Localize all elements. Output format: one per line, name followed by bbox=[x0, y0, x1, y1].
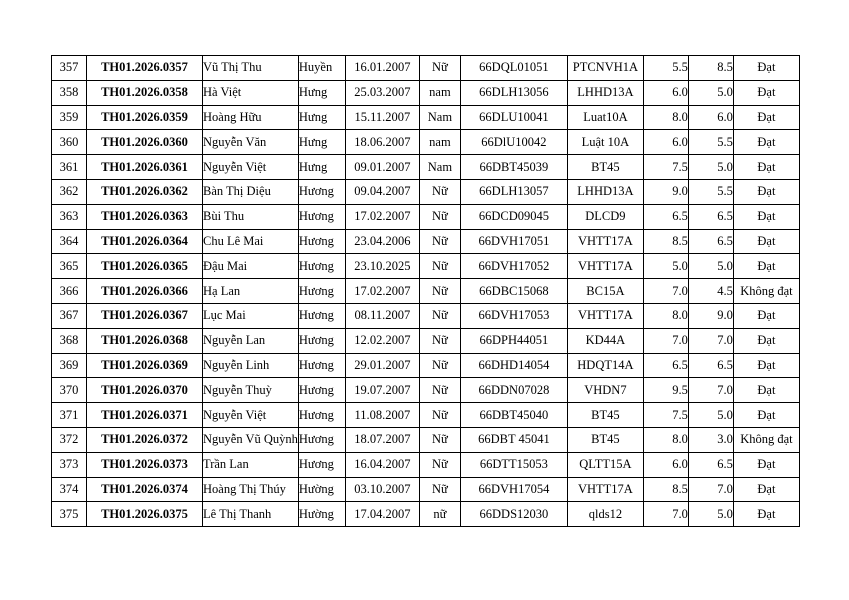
birth-date-cell: 03.10.2007 bbox=[345, 477, 419, 502]
birth-date-cell: 09.04.2007 bbox=[345, 179, 419, 204]
score-2-cell: 8.5 bbox=[688, 56, 733, 81]
score-1-cell: 6.5 bbox=[643, 204, 688, 229]
row-number-cell: 370 bbox=[52, 378, 87, 403]
given-name-cell: Hương bbox=[298, 229, 345, 254]
family-middle-name-cell: Nguyễn Thuỳ bbox=[203, 378, 299, 403]
family-middle-name-cell: Bàn Thị Diệu bbox=[203, 179, 299, 204]
gender-cell: Nữ bbox=[419, 254, 460, 279]
gender-cell: nam bbox=[419, 80, 460, 105]
family-middle-name-cell: Hạ Lan bbox=[203, 279, 299, 304]
candidate-id-cell: TH01.2026.0361 bbox=[87, 155, 203, 180]
score-2-cell: 9.0 bbox=[688, 303, 733, 328]
birth-date-cell: 19.07.2007 bbox=[345, 378, 419, 403]
given-name-cell: Hương bbox=[298, 353, 345, 378]
student-code-cell: 66DTT15053 bbox=[460, 452, 567, 477]
result-cell: Đạt bbox=[733, 229, 799, 254]
result-cell: Đạt bbox=[733, 502, 799, 527]
class-code-cell: Luat10A bbox=[567, 105, 643, 130]
given-name-cell: Hương bbox=[298, 452, 345, 477]
result-cell: Đạt bbox=[733, 254, 799, 279]
student-code-cell: 66DCD09045 bbox=[460, 204, 567, 229]
class-code-cell: VHDN7 bbox=[567, 378, 643, 403]
score-1-cell: 7.5 bbox=[643, 403, 688, 428]
score-1-cell: 9.0 bbox=[643, 179, 688, 204]
score-1-cell: 7.0 bbox=[643, 328, 688, 353]
student-code-cell: 66DLH13056 bbox=[460, 80, 567, 105]
row-number-cell: 372 bbox=[52, 427, 87, 452]
score-1-cell: 8.5 bbox=[643, 477, 688, 502]
score-2-cell: 7.0 bbox=[688, 328, 733, 353]
family-middle-name-cell: Nguyễn Việt bbox=[203, 155, 299, 180]
table-row bbox=[52, 303, 800, 328]
family-middle-name-cell: Lê Thị Thanh bbox=[203, 502, 299, 527]
birth-date-cell: 11.08.2007 bbox=[345, 403, 419, 428]
candidate-id-cell: TH01.2026.0375 bbox=[87, 502, 203, 527]
row-number-cell: 365 bbox=[52, 254, 87, 279]
score-2-cell: 6.0 bbox=[688, 105, 733, 130]
row-number-cell: 367 bbox=[52, 303, 87, 328]
gender-cell: Nữ bbox=[419, 452, 460, 477]
row-number-cell: 364 bbox=[52, 229, 87, 254]
birth-date-cell: 18.07.2007 bbox=[345, 427, 419, 452]
candidate-id-cell: TH01.2026.0363 bbox=[87, 204, 203, 229]
class-code-cell: Luật 10A bbox=[567, 130, 643, 155]
birth-date-cell: 08.11.2007 bbox=[345, 303, 419, 328]
given-name-cell: Hưng bbox=[298, 80, 345, 105]
table-row bbox=[52, 477, 800, 502]
candidate-id-cell: TH01.2026.0360 bbox=[87, 130, 203, 155]
score-2-cell: 5.0 bbox=[688, 403, 733, 428]
class-code-cell: VHTT17A bbox=[567, 477, 643, 502]
result-cell: Đạt bbox=[733, 403, 799, 428]
gender-cell: Nữ bbox=[419, 56, 460, 81]
birth-date-cell: 17.04.2007 bbox=[345, 502, 419, 527]
student-code-cell: 66DPH44051 bbox=[460, 328, 567, 353]
table-row bbox=[52, 427, 800, 452]
result-cell: Đạt bbox=[733, 105, 799, 130]
given-name-cell: Hương bbox=[298, 378, 345, 403]
candidate-id-cell: TH01.2026.0370 bbox=[87, 378, 203, 403]
family-middle-name-cell: Lục Mai bbox=[203, 303, 299, 328]
row-number-cell: 363 bbox=[52, 204, 87, 229]
result-cell: Đạt bbox=[733, 204, 799, 229]
student-code-cell: 66DDS12030 bbox=[460, 502, 567, 527]
score-2-cell: 3.0 bbox=[688, 427, 733, 452]
birth-date-cell: 15.11.2007 bbox=[345, 105, 419, 130]
class-code-cell: HDQT14A bbox=[567, 353, 643, 378]
candidate-id-cell: TH01.2026.0358 bbox=[87, 80, 203, 105]
class-code-cell: BC15A bbox=[567, 279, 643, 304]
candidate-id-cell: TH01.2026.0359 bbox=[87, 105, 203, 130]
score-2-cell: 5.5 bbox=[688, 130, 733, 155]
student-code-cell: 66DVH17054 bbox=[460, 477, 567, 502]
candidate-id-cell: TH01.2026.0364 bbox=[87, 229, 203, 254]
row-number-cell: 374 bbox=[52, 477, 87, 502]
birth-date-cell: 17.02.2007 bbox=[345, 204, 419, 229]
table-row bbox=[52, 204, 800, 229]
table-row bbox=[52, 378, 800, 403]
row-number-cell: 359 bbox=[52, 105, 87, 130]
gender-cell: Nam bbox=[419, 105, 460, 130]
score-1-cell: 8.0 bbox=[643, 303, 688, 328]
given-name-cell: Hường bbox=[298, 477, 345, 502]
student-code-cell: 66DlU10042 bbox=[460, 130, 567, 155]
class-code-cell: LHHD13A bbox=[567, 80, 643, 105]
given-name-cell: Hưng bbox=[298, 155, 345, 180]
birth-date-cell: 23.04.2006 bbox=[345, 229, 419, 254]
family-middle-name-cell: Hoàng Hữu bbox=[203, 105, 299, 130]
score-2-cell: 4.5 bbox=[688, 279, 733, 304]
score-2-cell: 5.0 bbox=[688, 155, 733, 180]
table-row bbox=[52, 130, 800, 155]
class-code-cell: LHHD13A bbox=[567, 179, 643, 204]
result-cell: Đạt bbox=[733, 452, 799, 477]
score-1-cell: 7.0 bbox=[643, 502, 688, 527]
candidate-id-cell: TH01.2026.0374 bbox=[87, 477, 203, 502]
row-number-cell: 371 bbox=[52, 403, 87, 428]
class-code-cell: BT45 bbox=[567, 427, 643, 452]
score-1-cell: 6.0 bbox=[643, 452, 688, 477]
row-number-cell: 360 bbox=[52, 130, 87, 155]
gender-cell: Nữ bbox=[419, 353, 460, 378]
gender-cell: Nữ bbox=[419, 403, 460, 428]
gender-cell: Nữ bbox=[419, 427, 460, 452]
family-middle-name-cell: Trần Lan bbox=[203, 452, 299, 477]
class-code-cell: DLCD9 bbox=[567, 204, 643, 229]
class-code-cell: VHTT17A bbox=[567, 254, 643, 279]
class-code-cell: PTCNVH1A bbox=[567, 56, 643, 81]
gender-cell: Nữ bbox=[419, 378, 460, 403]
given-name-cell: Hương bbox=[298, 254, 345, 279]
birth-date-cell: 16.04.2007 bbox=[345, 452, 419, 477]
student-code-cell: 66DLH13057 bbox=[460, 179, 567, 204]
candidate-id-cell: TH01.2026.0372 bbox=[87, 427, 203, 452]
given-name-cell: Hương bbox=[298, 403, 345, 428]
row-number-cell: 373 bbox=[52, 452, 87, 477]
row-number-cell: 369 bbox=[52, 353, 87, 378]
score-1-cell: 6.0 bbox=[643, 130, 688, 155]
score-1-cell: 6.5 bbox=[643, 353, 688, 378]
student-code-cell: 66DBT45039 bbox=[460, 155, 567, 180]
family-middle-name-cell: Đậu Mai bbox=[203, 254, 299, 279]
gender-cell: Nữ bbox=[419, 179, 460, 204]
student-code-cell: 66DVH17053 bbox=[460, 303, 567, 328]
given-name-cell: Hương bbox=[298, 328, 345, 353]
given-name-cell: Hương bbox=[298, 279, 345, 304]
result-cell: Đạt bbox=[733, 328, 799, 353]
student-code-cell: 66DBC15068 bbox=[460, 279, 567, 304]
given-name-cell: Hương bbox=[298, 303, 345, 328]
candidate-id-cell: TH01.2026.0366 bbox=[87, 279, 203, 304]
candidate-id-cell: TH01.2026.0357 bbox=[87, 56, 203, 81]
birth-date-cell: 29.01.2007 bbox=[345, 353, 419, 378]
student-code-cell: 66DBT 45041 bbox=[460, 427, 567, 452]
table-row bbox=[52, 56, 800, 81]
table-row bbox=[52, 229, 800, 254]
gender-cell: nam bbox=[419, 130, 460, 155]
class-code-cell: qlds12 bbox=[567, 502, 643, 527]
result-cell: Đạt bbox=[733, 179, 799, 204]
family-middle-name-cell: Nguyễn Việt bbox=[203, 403, 299, 428]
score-1-cell: 8.5 bbox=[643, 229, 688, 254]
gender-cell: Nữ bbox=[419, 303, 460, 328]
birth-date-cell: 18.06.2007 bbox=[345, 130, 419, 155]
student-code-cell: 66DBT45040 bbox=[460, 403, 567, 428]
table-body bbox=[52, 56, 800, 527]
row-number-cell: 357 bbox=[52, 56, 87, 81]
table-row bbox=[52, 105, 800, 130]
score-1-cell: 6.0 bbox=[643, 80, 688, 105]
student-code-cell: 66DDN07028 bbox=[460, 378, 567, 403]
score-2-cell: 6.5 bbox=[688, 353, 733, 378]
result-cell: Đạt bbox=[733, 378, 799, 403]
score-2-cell: 5.5 bbox=[688, 179, 733, 204]
table-row bbox=[52, 328, 800, 353]
given-name-cell: Hương bbox=[298, 427, 345, 452]
table-row bbox=[52, 155, 800, 180]
given-name-cell: Hương bbox=[298, 179, 345, 204]
results-table bbox=[51, 55, 800, 527]
result-cell: Đạt bbox=[733, 155, 799, 180]
class-code-cell: KD44A bbox=[567, 328, 643, 353]
candidate-id-cell: TH01.2026.0368 bbox=[87, 328, 203, 353]
score-1-cell: 8.0 bbox=[643, 105, 688, 130]
score-2-cell: 6.5 bbox=[688, 229, 733, 254]
score-1-cell: 8.0 bbox=[643, 427, 688, 452]
family-middle-name-cell: Hoàng Thị Thúy bbox=[203, 477, 299, 502]
table-row bbox=[52, 254, 800, 279]
result-cell: Không đạt bbox=[733, 279, 799, 304]
candidate-id-cell: TH01.2026.0371 bbox=[87, 403, 203, 428]
table-row bbox=[52, 179, 800, 204]
score-2-cell: 6.5 bbox=[688, 204, 733, 229]
student-code-cell: 66DLU10041 bbox=[460, 105, 567, 130]
given-name-cell: Hường bbox=[298, 502, 345, 527]
score-2-cell: 5.0 bbox=[688, 502, 733, 527]
given-name-cell: Hưng bbox=[298, 130, 345, 155]
class-code-cell: BT45 bbox=[567, 403, 643, 428]
row-number-cell: 362 bbox=[52, 179, 87, 204]
result-cell: Không đạt bbox=[733, 427, 799, 452]
gender-cell: nữ bbox=[419, 502, 460, 527]
row-number-cell: 366 bbox=[52, 279, 87, 304]
class-code-cell: VHTT17A bbox=[567, 303, 643, 328]
row-number-cell: 361 bbox=[52, 155, 87, 180]
score-2-cell: 5.0 bbox=[688, 254, 733, 279]
score-1-cell: 9.5 bbox=[643, 378, 688, 403]
class-code-cell: QLTT15A bbox=[567, 452, 643, 477]
given-name-cell: Huyền bbox=[298, 56, 345, 81]
result-cell: Đạt bbox=[733, 303, 799, 328]
table-row bbox=[52, 502, 800, 527]
candidate-id-cell: TH01.2026.0362 bbox=[87, 179, 203, 204]
birth-date-cell: 09.01.2007 bbox=[345, 155, 419, 180]
family-middle-name-cell: Nguyễn Lan bbox=[203, 328, 299, 353]
birth-date-cell: 12.02.2007 bbox=[345, 328, 419, 353]
student-code-cell: 66DVH17051 bbox=[460, 229, 567, 254]
table-row bbox=[52, 80, 800, 105]
table-row bbox=[52, 279, 800, 304]
student-code-cell: 66DVH17052 bbox=[460, 254, 567, 279]
gender-cell: Nữ bbox=[419, 477, 460, 502]
family-middle-name-cell: Vũ Thị Thu bbox=[203, 56, 299, 81]
result-cell: Đạt bbox=[733, 130, 799, 155]
result-cell: Đạt bbox=[733, 477, 799, 502]
gender-cell: Nữ bbox=[419, 204, 460, 229]
family-middle-name-cell: Nguyễn Văn bbox=[203, 130, 299, 155]
score-1-cell: 5.5 bbox=[643, 56, 688, 81]
birth-date-cell: 25.03.2007 bbox=[345, 80, 419, 105]
score-2-cell: 5.0 bbox=[688, 80, 733, 105]
family-middle-name-cell: Nguyễn Linh bbox=[203, 353, 299, 378]
gender-cell: Nam bbox=[419, 155, 460, 180]
result-cell: Đạt bbox=[733, 80, 799, 105]
score-2-cell: 6.5 bbox=[688, 452, 733, 477]
score-1-cell: 7.0 bbox=[643, 279, 688, 304]
family-middle-name-cell: Hà Việt bbox=[203, 80, 299, 105]
score-2-cell: 7.0 bbox=[688, 378, 733, 403]
given-name-cell: Hưng bbox=[298, 105, 345, 130]
student-code-cell: 66DQL01051 bbox=[460, 56, 567, 81]
result-cell: Đạt bbox=[733, 353, 799, 378]
family-middle-name-cell: Bùi Thu bbox=[203, 204, 299, 229]
family-middle-name-cell: Chu Lê Mai bbox=[203, 229, 299, 254]
candidate-id-cell: TH01.2026.0373 bbox=[87, 452, 203, 477]
gender-cell: Nữ bbox=[419, 279, 460, 304]
table-row bbox=[52, 403, 800, 428]
score-1-cell: 5.0 bbox=[643, 254, 688, 279]
row-number-cell: 375 bbox=[52, 502, 87, 527]
candidate-id-cell: TH01.2026.0367 bbox=[87, 303, 203, 328]
score-1-cell: 7.5 bbox=[643, 155, 688, 180]
table-row bbox=[52, 353, 800, 378]
birth-date-cell: 16.01.2007 bbox=[345, 56, 419, 81]
birth-date-cell: 23.10.2025 bbox=[345, 254, 419, 279]
birth-date-cell: 17.02.2007 bbox=[345, 279, 419, 304]
class-code-cell: BT45 bbox=[567, 155, 643, 180]
table-row bbox=[52, 452, 800, 477]
row-number-cell: 358 bbox=[52, 80, 87, 105]
family-middle-name-cell: Nguyễn Vũ Quỳnh bbox=[203, 427, 299, 452]
candidate-id-cell: TH01.2026.0365 bbox=[87, 254, 203, 279]
gender-cell: Nữ bbox=[419, 229, 460, 254]
class-code-cell: VHTT17A bbox=[567, 229, 643, 254]
row-number-cell: 368 bbox=[52, 328, 87, 353]
gender-cell: Nữ bbox=[419, 328, 460, 353]
candidate-id-cell: TH01.2026.0369 bbox=[87, 353, 203, 378]
student-code-cell: 66DHD14054 bbox=[460, 353, 567, 378]
given-name-cell: Hương bbox=[298, 204, 345, 229]
score-2-cell: 7.0 bbox=[688, 477, 733, 502]
result-cell: Đạt bbox=[733, 56, 799, 81]
